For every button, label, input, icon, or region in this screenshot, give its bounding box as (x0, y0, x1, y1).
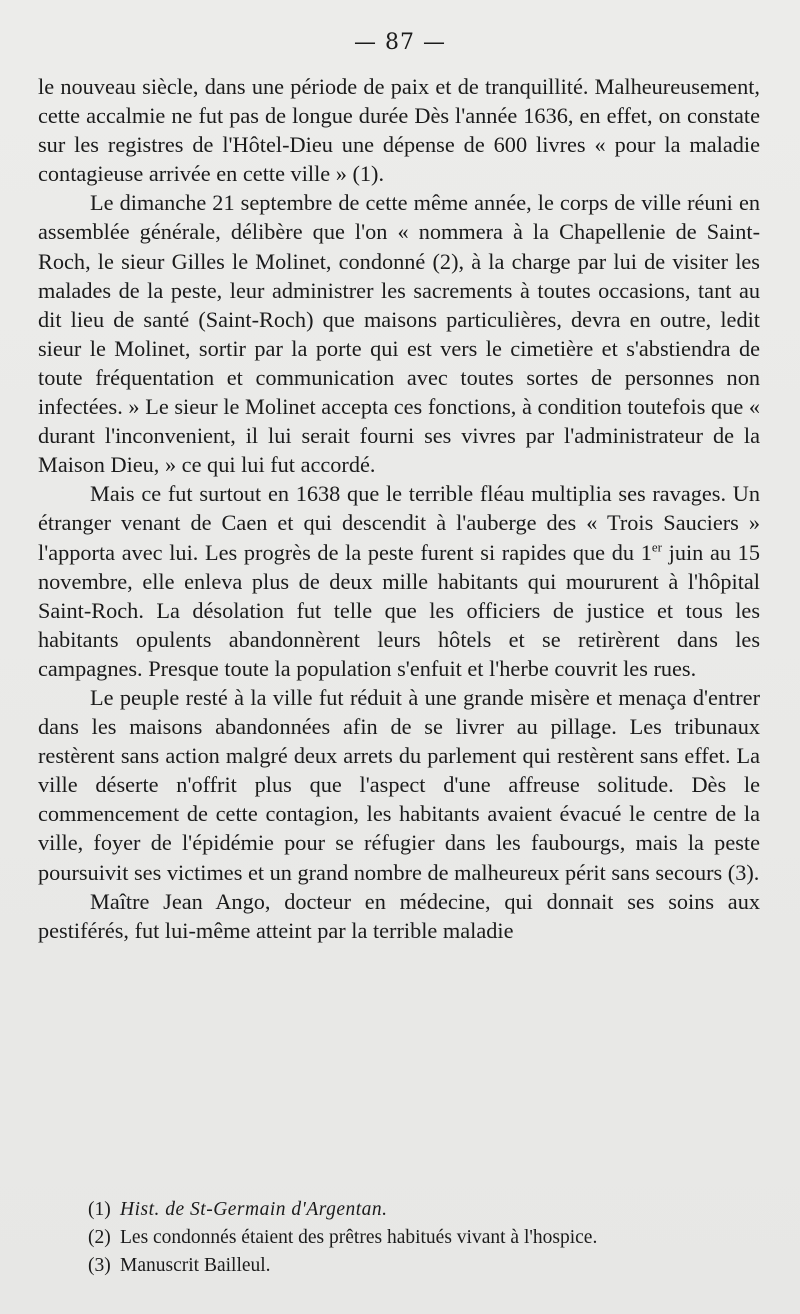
superscript-er: er (651, 539, 662, 555)
page-number: — 87 — (354, 30, 446, 55)
body-text (38, 72, 760, 945)
footnote-number: (2) (88, 1227, 111, 1248)
footnote-number: (1) (88, 1199, 111, 1220)
footnote-3 (88, 1252, 760, 1280)
paragraph-3 (38, 479, 760, 683)
footnotes (88, 1196, 760, 1280)
paragraph-5: Maître Jean Ango, docteur en médecine, qui donnait ses soins aux pestiférés, fut lui-même atteint par la terrible maladie (38, 888, 760, 943)
paragraph-3-part-2: juin au 15 novembre, elle enleva plus de deux mille habitants qui moururent à l'hôpital Saint-Roch. La désolation fut telle que les officiers de justice et tous les habitants opulents abandonnèrent leurs hôtels et se retirèrent dans les campagnes. Presque toute la population s'enfuit et l'herbe couvrit les rues. (38, 539, 760, 681)
footnote-text: Manuscrit Bailleul. (120, 1255, 271, 1276)
footnote-1 (88, 1196, 760, 1224)
footnote-text: Les condonnés étaient des prêtres habitués vivant à l'hospice. (120, 1227, 598, 1248)
footnote-number: (3) (88, 1255, 111, 1276)
paragraph-1: le nouveau siècle, dans une période de paix et de tranquillité. Malheureusement, cette accalmie ne fut pas de longue durée Dès l'année 1636, en effet, on constate sur les registres de l'Hôtel-Dieu une dépense de 600 livres « pour la maladie contagieuse arrivée en cette ville » (1). (38, 74, 760, 187)
footnote-2 (88, 1224, 760, 1252)
paragraph-2: Le dimanche 21 septembre de cette même année, le corps de ville réuni en assemblée générale, délibère que l'on « nommera à la Chapellenie de Saint-Roch, le sieur Gilles le Molinet, condonné (2), à la charge par lui de visiter les malades de la peste, leur administrer les sacrements à toutes occasions, tant au dit lieu de santé (Saint-Roch) que maisons particulières, devra en outre, ledit sieur le Molinet, sortir par la porte qui est vers le cimetière et s'abstiendra de toute fréquentation et communication avec toutes sortes de personnes non infectées. » Le sieur le Molinet accepta ces fonctions, à condition toutefois que « durant l'inconvenient, il lui serait fourni ses vivres par l'administrateur de la Maison Dieu, » ce qui lui fut accordé. (38, 190, 760, 478)
paragraph-3-part-1: Mais ce fut surtout en 1638 que le terrible fléau multiplia ses ravages. Un étranger venant de Caen et qui descendit à l'auberge des « Trois Sauciers » l'apporta avec lui. Les progrès de la peste furent si rapides que du 1 (38, 481, 760, 565)
paragraph-4: Le peuple resté à la ville fut réduit à une grande misère et menaça d'entrer dans les maisons abandonnées afin de se livrer au pillage. Les tribunaux restèrent sans action malgré deux arrets du parlement qui restèrent sans effet. La ville déserte n'offrit plus que l'aspect d'une affreuse solitude. Dès le commencement de cette contagion, les habitants avaient évacué le centre de la ville, foyer de l'épidémie pour se réfugier dans les faubourgs, mais la peste poursuivit ses victimes et un grand nombre de malheureux périt sans secours (3). (38, 684, 760, 885)
footnote-text: Hist. de St-Germain d'Argentan. (120, 1199, 388, 1220)
